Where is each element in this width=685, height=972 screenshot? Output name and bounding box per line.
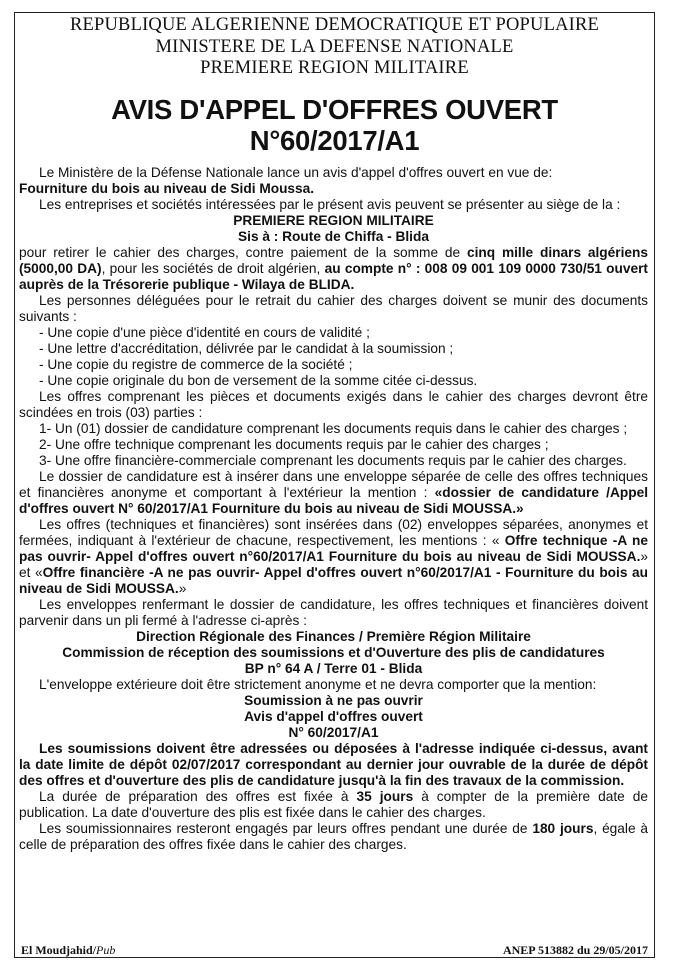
intro-paragraph: Le Ministère de la Défense Nationale lance un avis d'appel d'offres ouvert en vue de: <box>39 165 553 180</box>
org-address: Sis à : Route de Chiffa - Blida <box>238 229 429 244</box>
part-item: 1- Un (01) dossier de candidature comprenant les documents requis dans le cahier des charges ; <box>39 421 628 436</box>
notice-title <box>15 94 654 156</box>
part-item: 3- Une offre financière-commerciale comprenant les documents requis par le cahier des charges. <box>39 453 627 468</box>
candidature-paragraph: Le dossier de candidature est à insérer dans une enveloppe séparée de celle des offres techniques et financières anonyme et comportant à l'extérieur la mention : «dossier de candidature /Appel d'offres ouvert N° 60/2017/A1 Fourniture du bois au niveau de Sidi MOUSSA.» <box>19 469 649 516</box>
address-line: BP n° 64 A / Terre 01 - Blida <box>244 661 423 676</box>
siege-paragraph: Les entreprises et sociétés intéressées par le présent avis peuvent se présenter au siège de la : <box>39 197 621 212</box>
deadline-paragraph: Les soumissions doivent être adressées ou déposées à l'adresse indiquée ci-dessus, avant la date limite de dépôt 02/07/2017 correspondant au dernier jour ouvrable de la durée de dépôt des offres et d'ouverture des plis de candidature jusqu'à la fin des travaux de la commission. <box>19 741 648 788</box>
doc-item: - Une copie d'une pièce d'identité en cours de validité ; <box>39 325 370 340</box>
title-line-2: N°60/2017/A1 <box>249 125 420 156</box>
payment-paragraph: pour retirer le cahier des charges, contre paiement de la somme de cinq mille dinars algériens (5000,00 DA), pour les sociétés de droit algérien, au compte n° : 008 09 001 109 0000 730/51 ouvert auprès de la Trésorerie publique - Wilaya de BLIDA. <box>19 245 648 292</box>
org-name: PREMIERE REGION MILITAIRE <box>233 213 434 228</box>
mention-line: N° 60/2017/A1 <box>288 725 379 740</box>
header-region: PREMIERE REGION MILITAIRE <box>200 58 469 78</box>
object-line: Fourniture du bois au niveau de Sidi Moussa. <box>19 181 315 196</box>
title-line-1: AVIS D'APPEL D'OFFRES OUVERT <box>111 94 558 125</box>
header-country: REPUBLIQUE ALGERIENNE DEMOCRATIQUE ET POPULAIRE <box>69 15 600 35</box>
doc-item: - Une copie originale du bon de versement de la somme citée ci-dessus. <box>39 373 478 388</box>
part-item: 2- Une offre technique comprenant les documents requis par le cahier des charges ; <box>39 437 549 452</box>
notice-frame <box>14 12 655 958</box>
delegates-paragraph: Les personnes déléguées pour le retrait du cahier des charges doivent se munir des documents suivants : <box>19 293 648 324</box>
validity-paragraph: Les soumissionnaires resteront engagés par leurs offres pendant une durée de 180 jours, égale à celle de préparation des offres fixée dans le cahier des charges. <box>19 821 648 852</box>
address-line: Commission de réception des soumissions et d'Ouverture des plis de candidatures <box>62 645 605 660</box>
envelopes-paragraph: Les offres (techniques et financières) sont insérées dans (02) enveloppes séparées, anonymes et fermées, indiquant à l'extérieur de chacune, respectivement, les mentions : « Offre technique -A ne pas ouvrir- Appel d'offres ouvert n°60/2017/A1 Fourniture du bois au niveau de Sidi MOUSSA.» et «Offre financière -A ne pas ouvrir- Appel d'offres ouvert n°60/2017/A1 - Fourniture du bois au niveau de Sidi MOUSSA.» <box>19 517 648 596</box>
anonymity-paragraph: L'enveloppe extérieure doit être strictement anonyme et ne devra comporter que la mention: <box>39 677 597 692</box>
offers-paragraph: Les offres comprenant les pièces et documents exigés dans le cahier des charges devront être scindées en trois (03) parties : <box>19 389 648 420</box>
notice-body <box>19 165 648 853</box>
header-ministry: MINISTERE DE LA DEFENSE NATIONALE <box>155 36 514 57</box>
mention-line: Avis d'appel d'offres ouvert <box>244 709 423 724</box>
doc-item: - Une lettre d'accréditation, délivrée par le candidat à la soumission ; <box>39 341 454 356</box>
mention-line: Soumission à ne pas ouvrir <box>244 693 423 708</box>
anep-reference: ANEP 513882 du 29/05/2017 <box>502 943 648 957</box>
header <box>15 15 654 80</box>
duration-paragraph: La durée de préparation des offres est fixée à 35 jours à compter de la première date de publication. La date d'ouverture des plis est fixée dans le cahier des charges. <box>19 789 648 820</box>
address-line: Direction Régionale des Finances / Première Région Militaire <box>136 629 531 644</box>
delivery-paragraph: Les enveloppes renfermant le dossier de candidature, les offres techniques et financières doivent parvenir dans un pli fermé à l'adresse ci-après : <box>19 597 648 628</box>
publisher-credit: El Moudjahid/Pub <box>21 943 116 957</box>
doc-item: - Une copie du registre de commerce de la société ; <box>39 357 353 372</box>
